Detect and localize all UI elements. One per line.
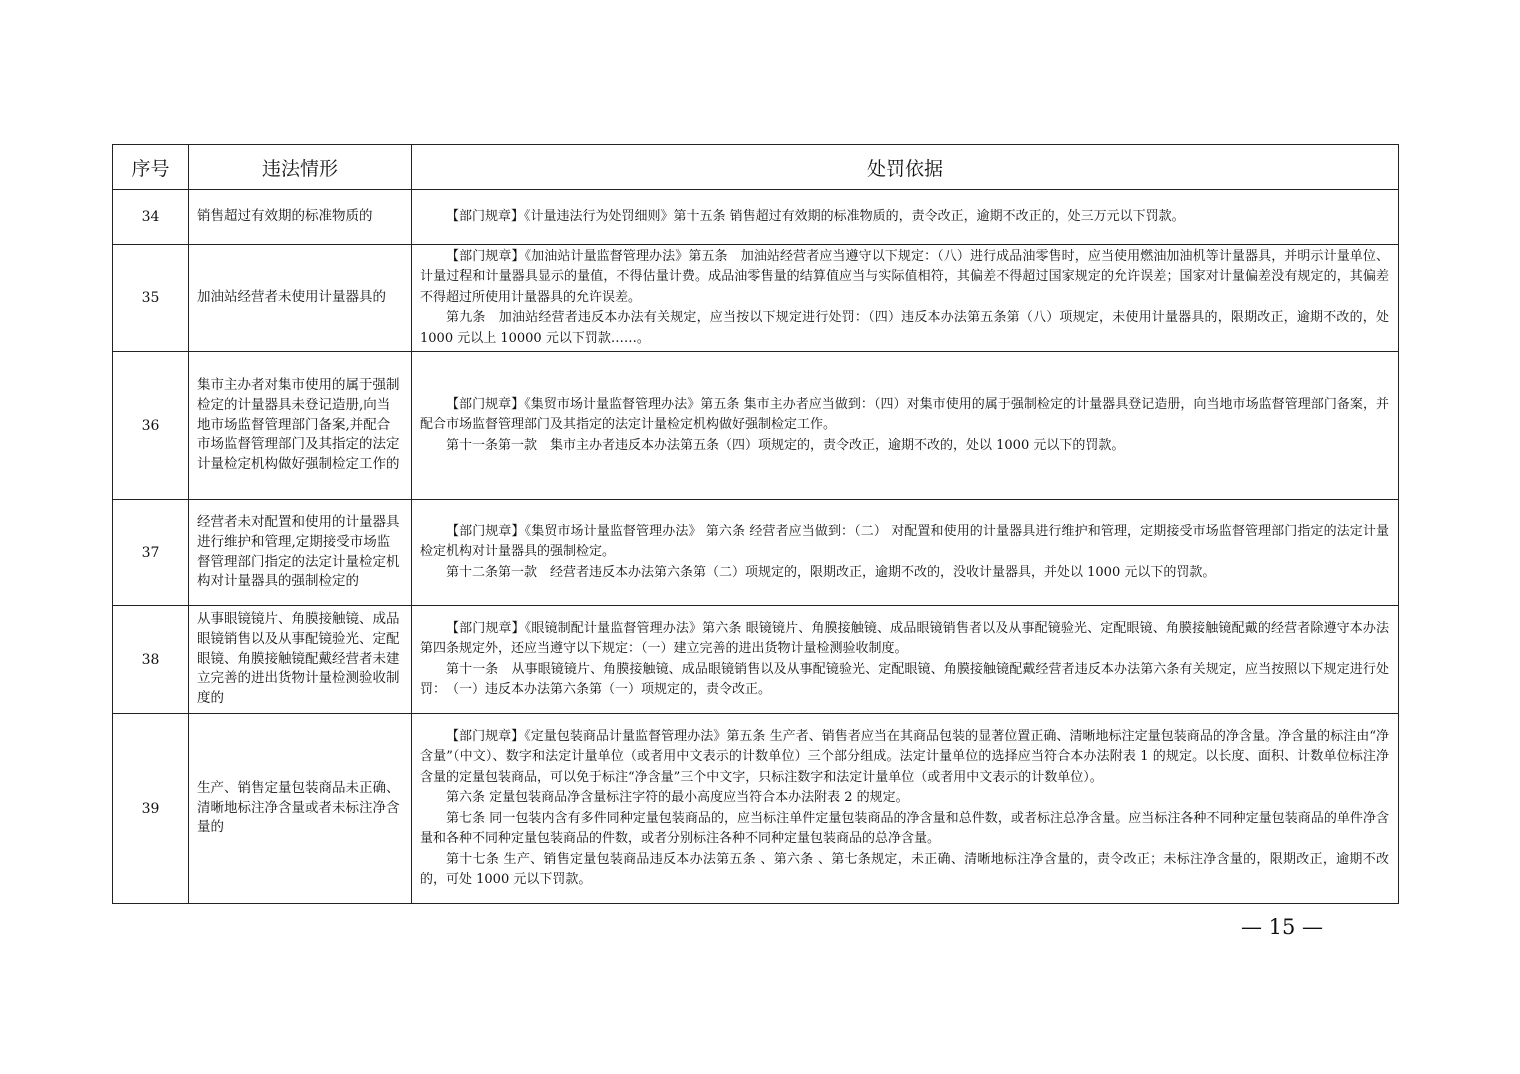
row-basis [412,500,1399,606]
basis-paragraph: 第七条 同一包装内含有多件同种定量包装商品的，应当标注单件定量包装商品的净含量和总件数，或者标注总净含量。应当标注各种不同种定量包装商品的单件净含量和各种不同种定量包装商品的件数，或者分别标注各种不同种定量包装商品的总净含量。 [420,810,1389,846]
basis-paragraph: 【部门规章】《加油站计量监督管理办法》第五条 加油站经营者应当遵守以下规定：（八）进行成品油零售时，应当使用燃油加油机等计量器具，并明示计量单位、计量过程和计量器具显示的量值，不得估量计费。成品油零售量的结算值应当与实际值相符，其偏差不得超过国家规定的允许误差；国家对计量偏差没有规定的，其偏差不得超过所使用计量器具的允许误差。 [420,248,1389,305]
table-header-row [113,145,1399,190]
basis-paragraph: 第十二条第一款 经营者违反本办法第六条第（二）项规定的，限期改正，逾期不改的，没收计量器具，并处以 1000 元以下的罚款。 [446,564,1216,580]
table-row [113,352,1399,500]
table-row [113,245,1399,352]
row-num: 35 [113,245,189,352]
basis-paragraph: 【部门规章】《定量包装商品计量监督管理办法》第五条 生产者、销售者应当在其商品包装的显著位置正确、清晰地标注定量包装商品的净含量。净含量的标注由“净含量”（中文）、数字和法定计量单位（或者用中文表示的计数单位）三个部分组成。法定计量单位的选择应当符合本办法附表 1 的规定。以长度、面积、计数单位标注净含量的定量包装商品，可以免于标注“净含量”三个中文字，只标注数字和法定计量单位（或者用中文表示的计数单位）。 [420,728,1389,785]
page-number: — 15 — [1240,915,1324,939]
basis-paragraph: 第十七条 生产、销售定量包装商品违反本办法第五条 、第六条 、第七条规定，未正确、清晰地标注净含量的，责令改正；未标注净含量的，限期改正，逾期不改的，可处 1000 元以下罚款。 [420,851,1389,887]
row-situation: 加油站经营者未使用计量器具的 [189,245,412,352]
row-basis [412,714,1399,904]
row-situation: 销售超过有效期的标准物质的 [189,190,412,245]
basis-paragraph: 第六条 定量包装商品净含量标注字符的最小高度应当符合本办法附表 2 的规定。 [446,790,909,805]
row-situation: 集市主办者对集市使用的属于强制检定的计量器具未登记造册,向当地市场监督管理部门备案,并配合市场监督管理部门及其指定的法定计量检定机构做好强制检定工作的 [189,352,412,500]
basis-paragraph: 第十一条第一款 集市主办者违反本办法第五条（四）项规定的，责令改正，逾期不改的，处以 1000 元以下的罚款。 [446,437,1125,453]
basis-paragraph: 第十一条 从事眼镜镜片、角膜接触镜、成品眼镜销售以及从事配镜验光、定配眼镜、角膜接触镜配戴经营者违反本办法第六条有关规定，应当按照以下规定进行处罚： （一）违反本办法第六条第（一）项规定的，责令改正。 [420,661,1389,697]
header-basis: 处罚依据 [412,145,1399,190]
header-situation: 违法情形 [189,145,412,190]
basis-paragraph: 【部门规章】《计量违法行为处罚细则》第十五条 销售超过有效期的标准物质的，责令改正，逾期不改正的，处三万元以下罚款。 [446,208,1185,224]
table-row [113,606,1399,714]
table-row [113,190,1399,245]
row-situation: 生产、销售定量包装商品未正确、清晰地标注净含量或者未标注净含量的 [189,714,412,904]
table-row [113,714,1399,904]
row-basis [412,190,1399,245]
header-num: 序号 [113,145,189,190]
penalty-table [112,144,1399,904]
basis-paragraph: 【部门规章】《眼镜制配计量监督管理办法》第六条 眼镜镜片、角膜接触镜、成品眼镜销售者以及从事配镜验光、定配眼镜、角膜接触镜配戴的经营者除遵守本办法第四条规定外，还应当遵守以下规定：（一）建立完善的进出货物计量检测验收制度。 [420,620,1389,656]
row-basis [412,606,1399,714]
row-num: 36 [113,352,189,500]
table-row [113,500,1399,606]
basis-paragraph: 第九条 加油站经营者违反本办法有关规定，应当按以下规定进行处罚：（四）违反本办法第五条第（八）项规定，未使用计量器具的，限期改正，逾期不改的，处 1000 元以上 10000 元以下罚款……。 [420,310,1389,346]
row-basis [412,352,1399,500]
row-situation: 从事眼镜镜片、角膜接触镜、成品眼镜销售以及从事配镜验光、定配眼镜、角膜接触镜配戴经营者未建立完善的进出货物计量检测验收制度的 [189,606,412,714]
basis-paragraph: 【部门规章】《集贸市场计量监督管理办法》第五条 集市主办者应当做到：（四）对集市使用的属于强制检定的计量器具登记造册，向当地市场监督管理部门备案，并配合市场监督管理部门及其指定的法定计量检定机构做好强制检定工作。 [420,396,1389,433]
row-situation: 经营者未对配置和使用的计量器具进行维护和管理,定期接受市场监督管理部门指定的法定计量检定机构对计量器具的强制检定的 [189,500,412,606]
row-num: 34 [113,190,189,245]
row-basis [412,245,1399,352]
basis-paragraph: 【部门规章】《集贸市场计量监督管理办法》 第六条 经营者应当做到：（二） 对配置和使用的计量器具进行维护和管理，定期接受市场监督管理部门指定的法定计量检定机构对计量器具的强制检定。 [420,523,1389,560]
row-num: 37 [113,500,189,606]
row-num: 39 [113,714,189,904]
row-num: 38 [113,606,189,714]
